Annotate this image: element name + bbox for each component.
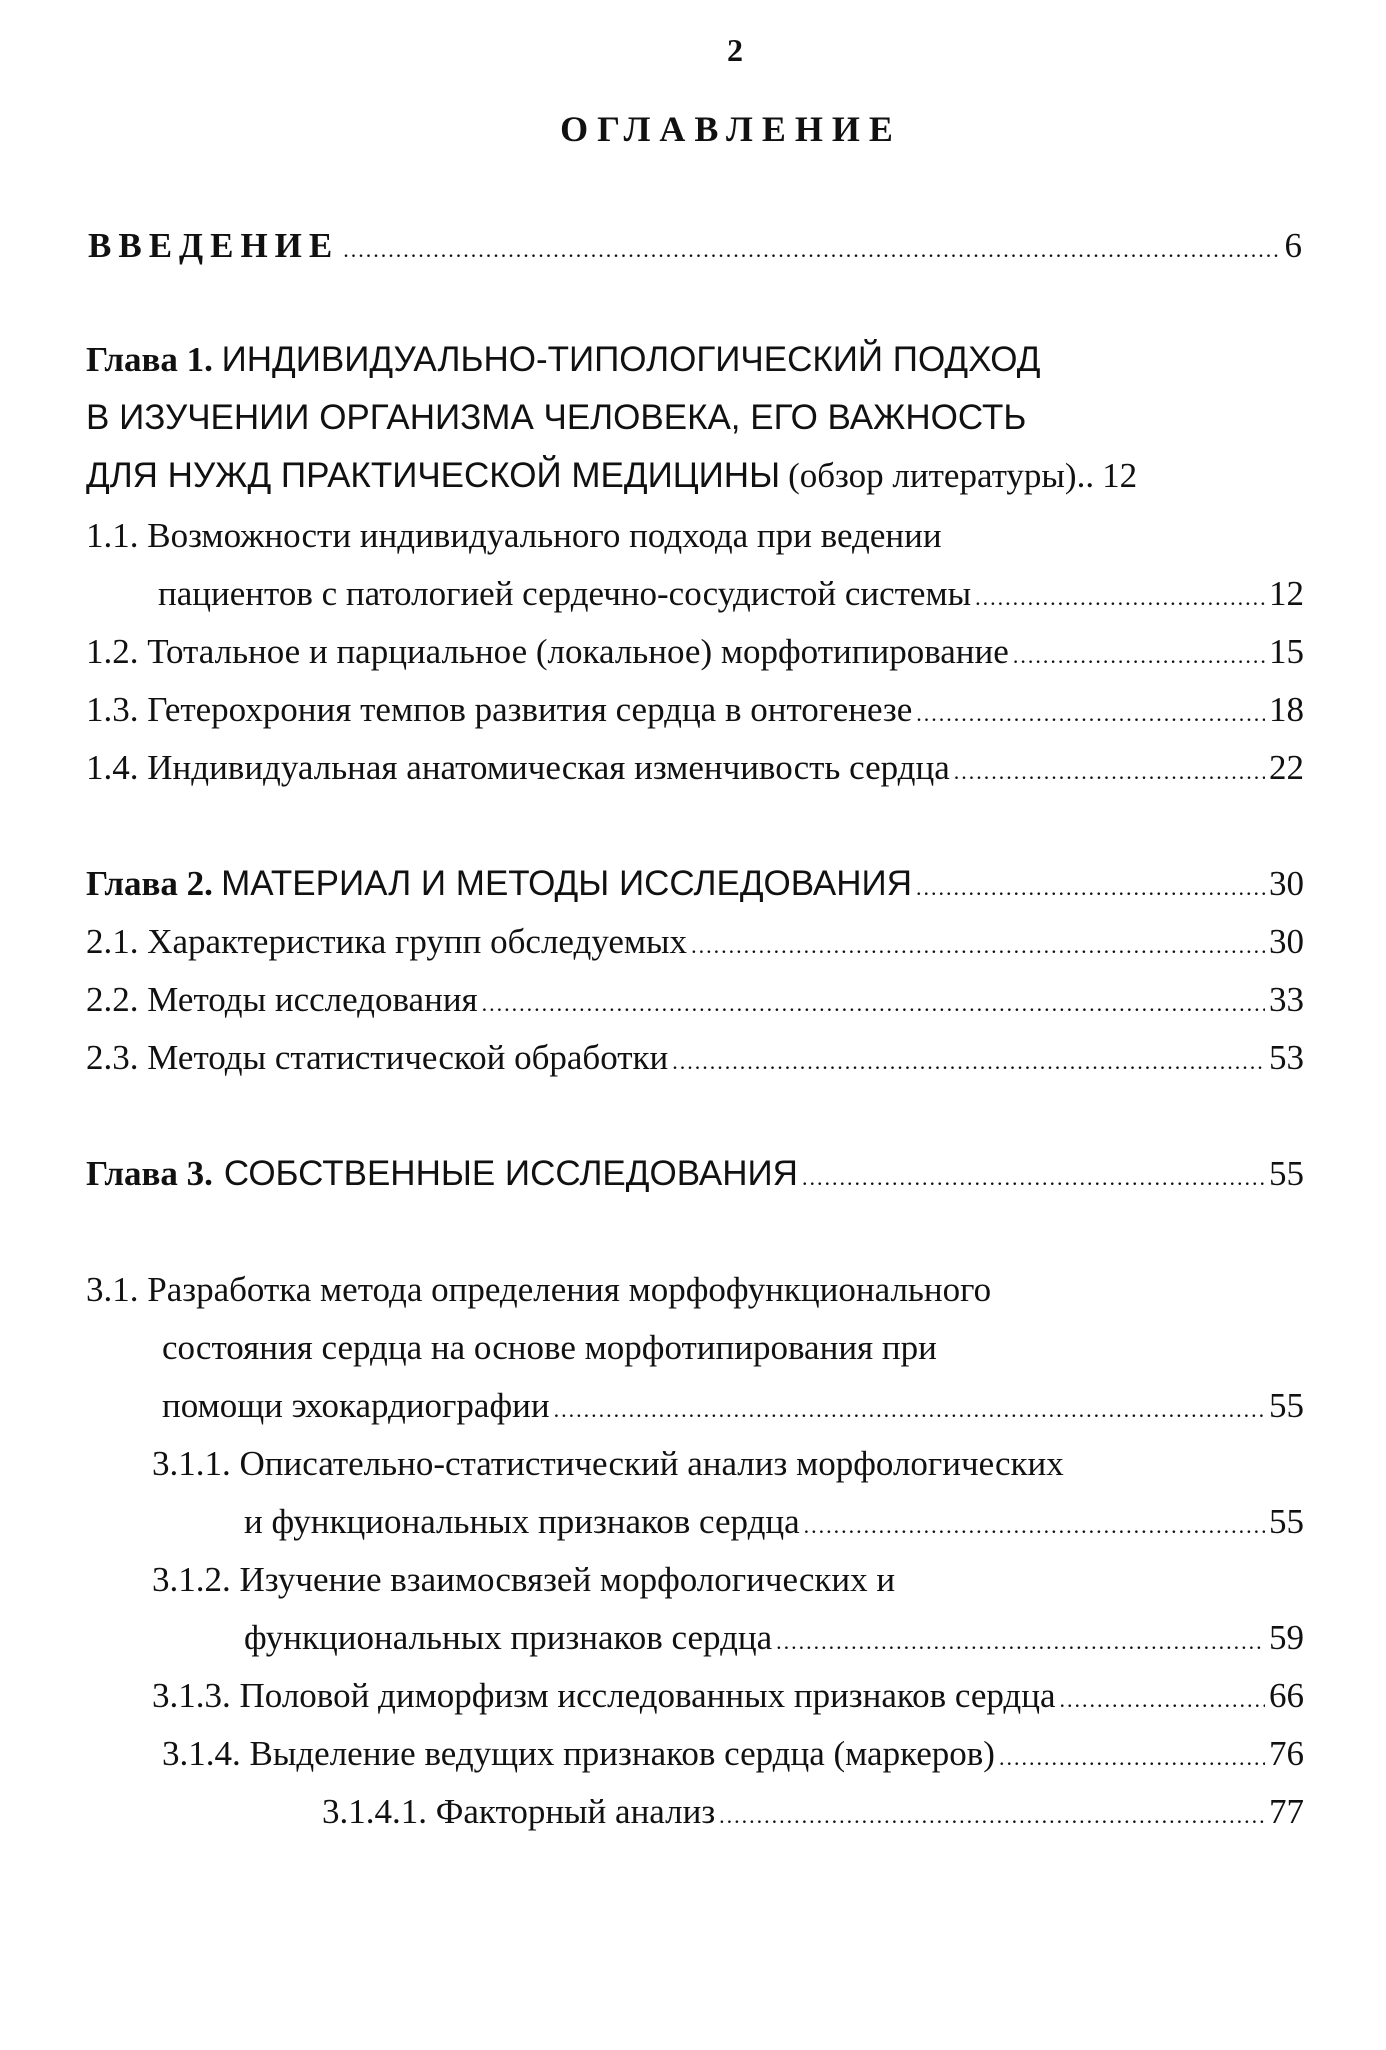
page-number: 2: [727, 32, 743, 68]
toc-entry-label: и функциональных признаков сердца: [244, 1502, 800, 1541]
toc-entry-page: 55: [1269, 1502, 1304, 1541]
toc-entry-label: ВВЕДЕНИЕ: [88, 226, 340, 265]
toc-entry-2-1[interactable]: [86, 924, 1304, 959]
dot-leader: [916, 703, 1265, 725]
chapter-1-heading-line-2: В ИЗУЧЕНИИ ОРГАНИЗМА ЧЕЛОВЕКА, ЕГО ВАЖНОСТЬ: [86, 398, 1027, 437]
toc-entry-1-2[interactable]: [86, 634, 1304, 669]
toc-entry-1-3[interactable]: [86, 692, 1304, 727]
toc-entry-page: 12: [1102, 456, 1138, 495]
chapter-title: СОБСТВЕННЫЕ ИССЛЕДОВАНИЯ: [223, 1154, 798, 1193]
toc-entry-3-1-2[interactable]: [244, 1620, 1304, 1655]
dot-leader: [999, 1747, 1265, 1769]
chapter-title: ИНДИВИДУАЛЬНО-ТИПОЛОГИЧЕСКИЙ ПОДХОД: [221, 340, 1041, 379]
toc-entry-page: 30: [1269, 922, 1304, 961]
chapter-title: ДЛЯ НУЖД ПРАКТИЧЕСКОЙ МЕДИЦИНЫ: [86, 456, 781, 495]
toc-entry-1-1[interactable]: [158, 576, 1304, 611]
toc-entry-3-1-4-1[interactable]: [322, 1794, 1304, 1829]
toc-entry-page: 12: [1269, 574, 1304, 613]
toc-entry-label: 3.1.4.1. Факторный анализ: [322, 1792, 716, 1831]
toc-entry-2-3[interactable]: [86, 1040, 1304, 1075]
chapter-note: (обзор литературы)..: [788, 456, 1095, 495]
chapter-title: МАТЕРИАЛ И МЕТОДЫ ИССЛЕДОВАНИЯ: [221, 864, 912, 903]
toc-entry-page: 22: [1269, 748, 1304, 787]
toc-entry-page: 55: [1269, 1386, 1304, 1425]
toc-entry-label: 1.3. Гетерохрония темпов развития сердца в онтогенезе: [86, 690, 913, 729]
toc-entry-3-1-3[interactable]: [152, 1678, 1304, 1713]
toc-entry-page: 53: [1269, 1038, 1304, 1077]
toc-entry-page: 59: [1269, 1618, 1304, 1657]
toc-entry-3-1-line-2: состояния сердца на основе морфотипирования при: [162, 1328, 937, 1367]
dot-leader: [343, 239, 1280, 261]
dot-leader: [802, 1167, 1265, 1189]
toc-entry-label: функциональных признаков сердца: [244, 1618, 773, 1657]
dot-leader: [975, 587, 1265, 609]
toc-title: ОГЛАВЛЕНИЕ: [560, 109, 902, 149]
toc-entry-page: 66: [1269, 1676, 1304, 1715]
toc-entry-1-4[interactable]: [86, 750, 1304, 785]
toc-entry-label: 2.2. Методы исследования: [86, 980, 478, 1019]
toc-entry-label: пациентов с патологией сердечно-сосудистой системы: [158, 574, 972, 613]
dot-leader: [776, 1631, 1265, 1653]
toc-entry-3-1-1-line-1[interactable]: 3.1.1. Описательно-статистический анализ морфологических: [152, 1444, 1064, 1483]
toc-entry-page: 18: [1269, 690, 1304, 729]
chapter-prefix: Глава 1.: [86, 340, 213, 379]
dot-leader: [916, 877, 1265, 899]
toc-entry-page: 6: [1284, 226, 1302, 265]
dot-leader: [672, 1051, 1265, 1073]
dot-leader: [804, 1515, 1265, 1537]
toc-entry-2-2[interactable]: [86, 982, 1304, 1017]
toc-entry-label: 2.3. Методы статистической обработки: [86, 1038, 669, 1077]
toc-entry-chapter-2[interactable]: [86, 866, 1304, 901]
toc-entry-label: 3.1.4. Выделение ведущих признаков сердца (маркеров): [162, 1734, 995, 1773]
toc-entry-chapter-3[interactable]: [86, 1156, 1304, 1191]
toc-entry-label: 3.1.3. Половой диморфизм исследованных признаков сердца: [152, 1676, 1056, 1715]
dot-leader: [482, 993, 1265, 1015]
toc-entry-page: 55: [1269, 1154, 1304, 1193]
toc-entry-introduction[interactable]: [88, 228, 1302, 263]
dot-leader: [719, 1805, 1265, 1827]
toc-entry-page: 33: [1269, 980, 1304, 1019]
dot-leader: [691, 935, 1265, 957]
dot-leader: [954, 761, 1265, 783]
toc-entry-3-1[interactable]: [162, 1388, 1304, 1423]
toc-entry-3-1-4[interactable]: [162, 1736, 1304, 1771]
toc-entry-label: 1.2. Тотальное и парциальное (локальное) морфотипирование: [86, 632, 1009, 671]
toc-entry-label: 1.4. Индивидуальная анатомическая изменчивость сердца: [86, 748, 950, 787]
dot-leader: [554, 1399, 1265, 1421]
chapter-1-heading-line-3[interactable]: [86, 458, 1304, 493]
dot-leader: [1013, 645, 1265, 667]
chapter-1-heading-line-1[interactable]: [86, 342, 1040, 377]
toc-entry-3-1-2-line-1[interactable]: 3.1.2. Изучение взаимосвязей морфологических и: [152, 1560, 896, 1599]
toc-entry-1-1-line-1[interactable]: 1.1. Возможности индивидуального подхода при ведении: [86, 516, 942, 555]
toc-entry-page: 15: [1269, 632, 1304, 671]
toc-entry-page: 76: [1269, 1734, 1304, 1773]
chapter-prefix: Глава 3.: [86, 1154, 213, 1193]
toc-entry-page: 30: [1269, 864, 1304, 903]
chapter-prefix: Глава 2.: [86, 864, 213, 903]
toc-entry-label: 2.1. Характеристика групп обследуемых: [86, 922, 688, 961]
toc-entry-page: 77: [1269, 1792, 1304, 1831]
toc-entry-3-1-line-1[interactable]: 3.1. Разработка метода определения морфофункционального: [86, 1270, 992, 1309]
toc-entry-3-1-1[interactable]: [244, 1504, 1304, 1539]
dot-leader: [1060, 1689, 1265, 1711]
toc-entry-label: помощи эхокардиографии: [162, 1386, 550, 1425]
